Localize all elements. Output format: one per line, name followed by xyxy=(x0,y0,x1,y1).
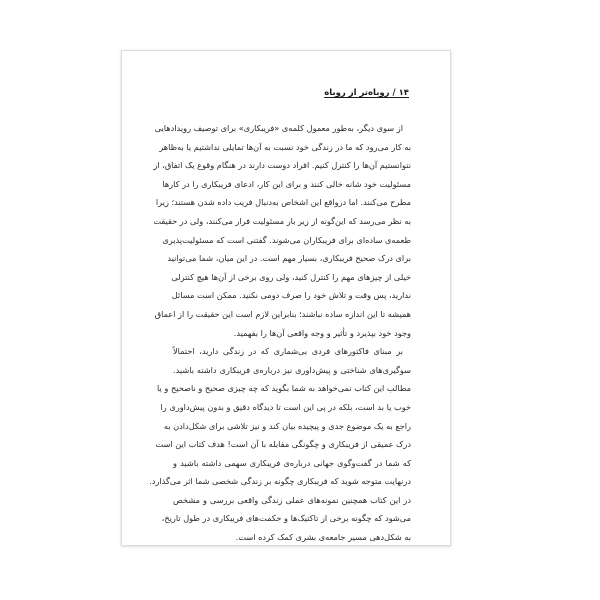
text-line: وجود خود بپذیرد و تأثیر و وجه واقعی آن‌ها را بفهمید. xyxy=(233,327,411,338)
text-line: همیشه تا این اندازه ساده نباشند؛ بنابراین لازم است این حقیقت را از اعماق xyxy=(154,308,411,319)
book-page xyxy=(121,50,451,546)
text-line: مطالب این کتاب نمی‌خواهد به شما بگوید که چه چیزی صحیح و ناصحیح و یا xyxy=(157,383,411,394)
text-line: ندارید، پس وقت و تلاش خود را صرف دومی نکنید. ممکن است مسائل xyxy=(171,290,411,301)
text-line: مسئولیت خود شانه خالی کنند و برای این کار، ادعای فریبکاری را در کارها xyxy=(162,178,411,189)
text-line: به کار می‌رود که ما در زندگی خود نسبت به آن‌ها تمایلی نداشتیم یا به‌ظاهر xyxy=(159,141,411,152)
text-line: که شما در گفت‌وگوی جهانی درباره‌ی فریبکاری سهمی داشته باشید و xyxy=(173,457,411,468)
text-line: به شکل‌دهی مسیر جامعه‌ی بشری کمک کرده است. xyxy=(235,532,411,543)
text-line: برای درک صحیح فریبکاری، بسیار مهم است. در این میان، شما می‌توانید xyxy=(167,253,411,264)
text-line: در این کتاب همچنین نمونه‌های عملی زندگی واقعی بررسی و مشخص xyxy=(173,494,411,505)
text-line: سوگیری‌های شناختی و پیش‌داوری نیز درباره‌ی فریبکاری داشته باشید. xyxy=(173,364,411,375)
text-line: خیلی از چیزهای مهم را کنترل کنید، ولی روی برخی از آن‌ها هیچ کنترلی xyxy=(171,271,411,282)
running-head: ۱۴ / روباه‌تر از روباه xyxy=(324,88,409,98)
text-line: درک عمیقی از فریبکاری و چگونگی مقابله با آن است! هدف کتاب این است xyxy=(155,439,411,450)
text-line: طعمه‌ی ساده‌ای برای فریبکاران می‌شوند. گفتنی است که مسئولیت‌پذیری xyxy=(162,234,411,245)
text-line: مطرح می‌کنند. اما درواقع این اشخاص به‌دنبال فریب داده شدن هستند؛ زیرا xyxy=(155,197,411,208)
text-line: به نظر می‌رسد که این‌گونه از زیر بار مسئولیت فرار می‌کنند، ولی در حقیقت xyxy=(153,215,411,226)
text-line: خوب یا بد است، بلکه در پی این است تا دیدگاه دقیق و بدون پیش‌داوری را xyxy=(160,401,411,412)
text-line: نتوانستیم آن‌ها را کنترل کنیم. افراد دوست دارند در هنگام وقوع یک اتفاق، از xyxy=(153,160,411,171)
text-line: درنهایت متوجه شوید که فریبکاری چگونه بر زندگی شخصی شما اثر می‌گذارد. xyxy=(149,476,411,487)
text-line: می‌شود که چگونه برخی از تاکتیک‌ها و حکمت‌های فریبکاری در طول تاریخ، xyxy=(161,513,411,524)
body-text xyxy=(149,119,411,547)
text-line: از سوی دیگر، به‌طور معمول کلمه‌ی «فریبکاری» برای توصیف رویدادهایی xyxy=(154,123,403,133)
text-line: بر مبنای فاکتورهای فردی بی‌شماری که در زندگی دارید، احتمالاً xyxy=(173,346,403,357)
text-line: راجع به یک موضوع جدی و پیچیده بیان کند و نیز تلاشی برای شکل‌دادن به xyxy=(163,420,411,431)
